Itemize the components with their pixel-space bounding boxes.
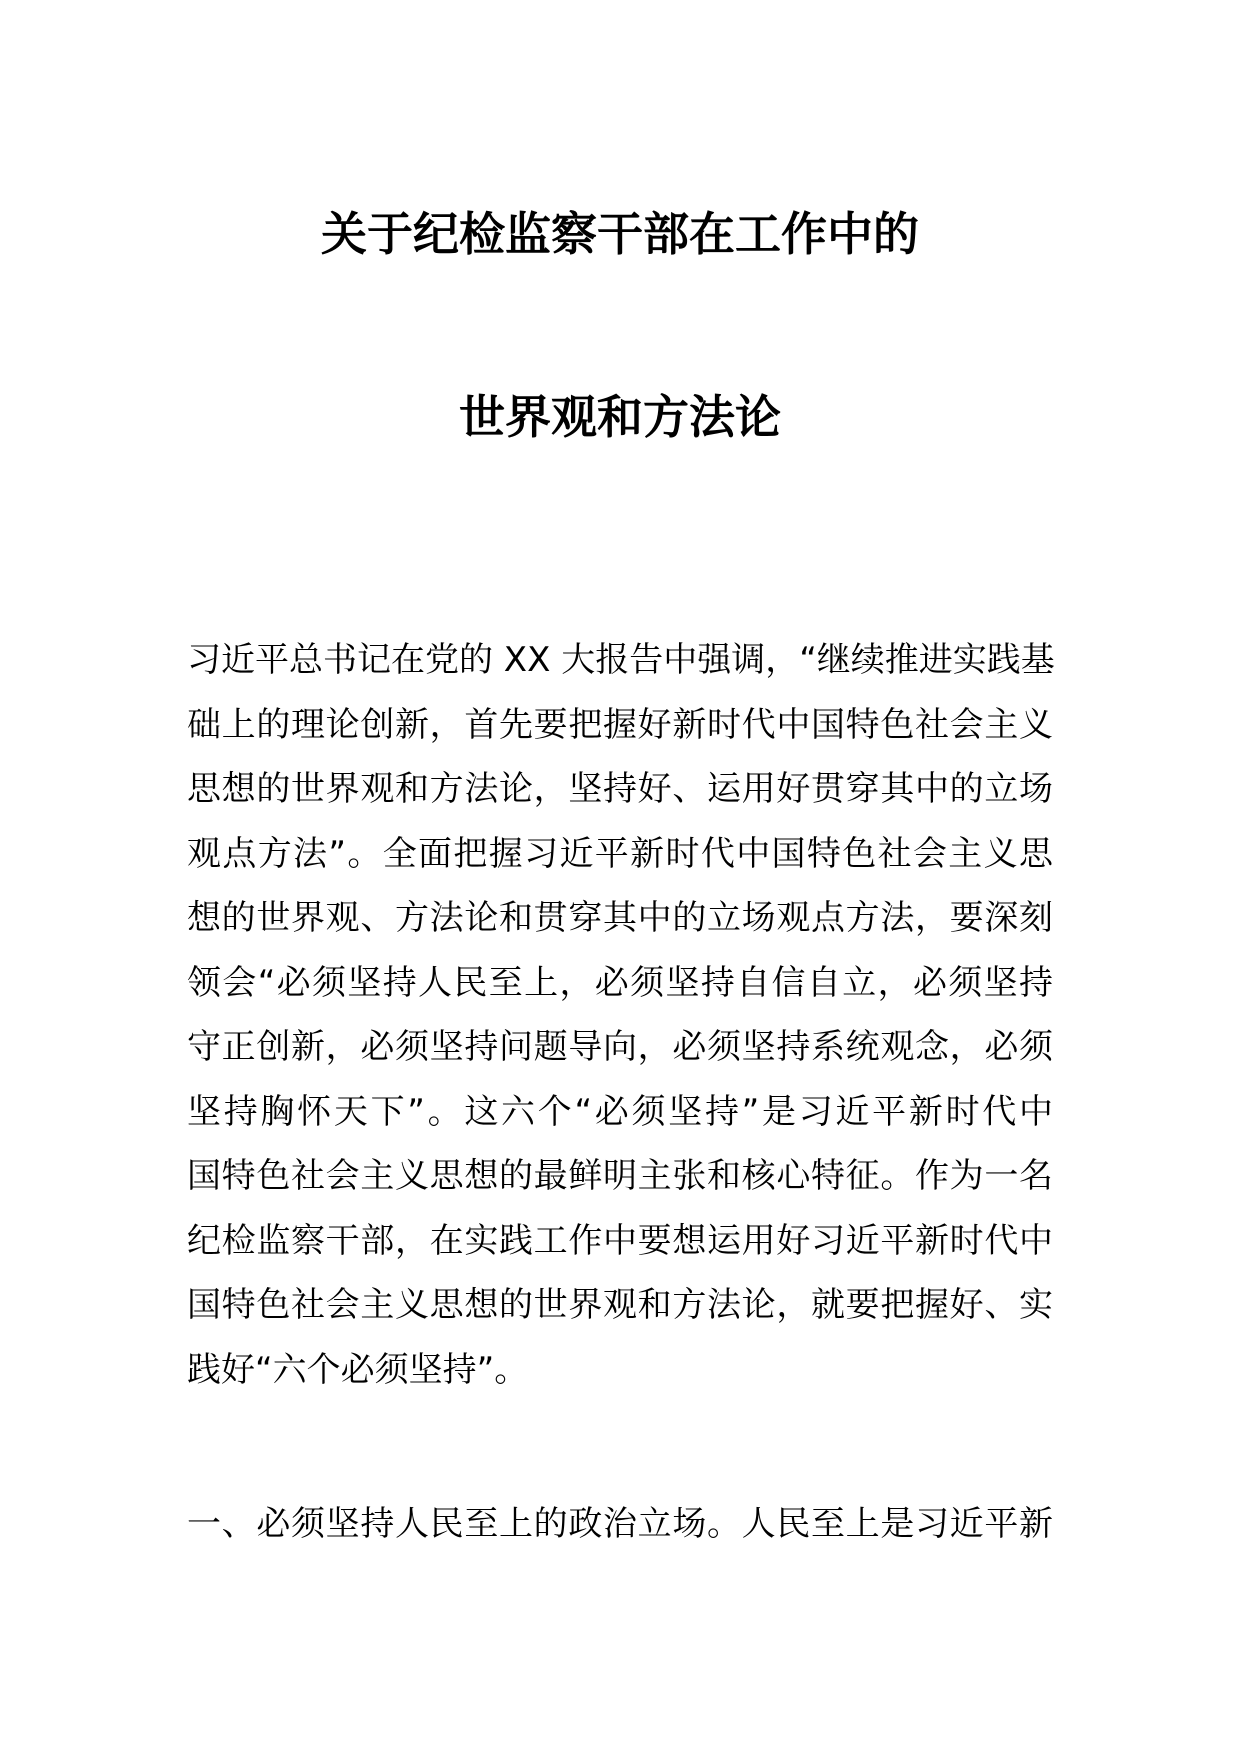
paragraph-line: 一、必须坚持人民至上的政治立场。人民至上是习近平新 xyxy=(187,1504,1053,1544)
body-paragraph-2 xyxy=(187,1492,1053,1557)
paragraph-line: 领会“必须坚持人民至上，必须坚持自信自立，必须坚持 xyxy=(187,962,1053,1003)
paragraph-line: 思想的世界观和方法论，坚持好、运用好贯穿其中的立场 xyxy=(187,769,1053,809)
document-title-line-2: 世界观和方法论 xyxy=(459,390,781,444)
paragraph-line: 践好“六个必须坚持”。 xyxy=(187,1349,529,1390)
paragraph-line: 观点方法”。全面把握习近平新时代中国特色社会主义思 xyxy=(187,833,1053,874)
paragraph-line: 国特色社会主义思想的世界观和方法论，就要把握好、实 xyxy=(187,1285,1053,1325)
paragraph-line: 础上的理论创新，首先要把握好新时代中国特色社会主义 xyxy=(187,704,1053,745)
paragraph-line: 守正创新，必须坚持问题导向，必须坚持系统观念，必须 xyxy=(187,1027,1053,1067)
paragraph-line: 纪检监察干部，在实践工作中要想运用好习近平新时代中 xyxy=(187,1220,1053,1261)
paragraph-line: 习近平总书记在党的 XX 大报告中强调，“继续推进实践基 xyxy=(187,640,1055,680)
paragraph-line: 国特色社会主义思想的最鲜明主张和核心特征。作为一名 xyxy=(187,1156,1053,1196)
paragraph-line: 坚持胸怀天下”。这六个“必须坚持”是习近平新时代中 xyxy=(187,1091,1053,1132)
paragraph-line: 想的世界观、方法论和贯穿其中的立场观点方法，要深刻 xyxy=(187,898,1053,938)
document-title-line-1: 关于纪检监察干部在工作中的 xyxy=(321,207,919,261)
body-paragraph-1 xyxy=(187,628,1053,1402)
